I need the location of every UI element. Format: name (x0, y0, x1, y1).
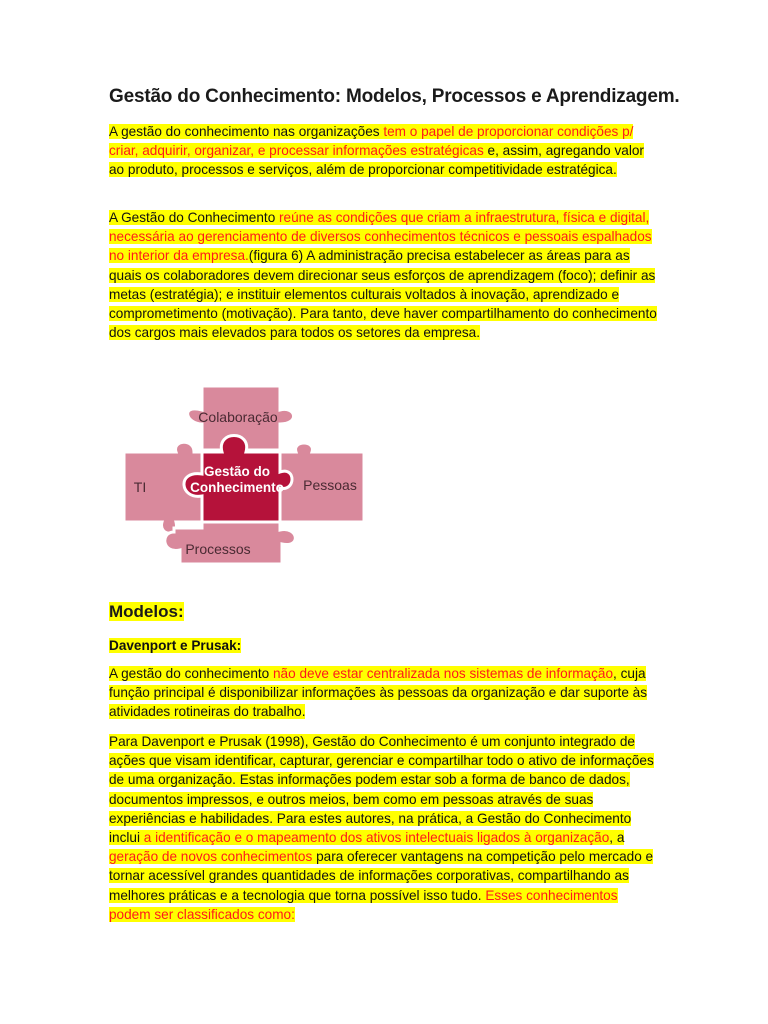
subheading-davenport (109, 636, 661, 655)
label-ti: TI (133, 479, 147, 495)
heading-text: Modelos: (109, 602, 184, 621)
emphasis-span: geração de novos conhecimentos (109, 849, 313, 865)
section-heading-models (109, 602, 184, 622)
subheading-text: Davenport e Prusak: (109, 638, 242, 653)
emphasis-span: não deve estar centralizada nos sistemas de informação (273, 666, 614, 681)
paragraph-davenport-prusak (109, 732, 661, 924)
emphasis-span: tem o papel de proporcionar condições p/ criar, adquirir, organizar, e processar informações estratégicas (109, 124, 634, 159)
text-span: para oferecer vantagens na competição pelo mercado e tornar acessível grandes quantidades de informações corporativas, compartilhando as melhores práticas e a tecnologia que torna possível isso tudo. (109, 849, 654, 903)
paragraph-intro (109, 122, 661, 180)
text-span: (figura 6) A administração precisa estabelecer as áreas para as quais os colaboradores devem direcionar seus esforços de aprendizagem (foco); definir as metas (estratégia); e instituir elementos culturais voltados à inovação, aprendizado e comprometimento (motivação). Para tanto, deve haver compartilhamento do conhecimento dos cargos mais elevados para todos os setores da empresa. (109, 248, 657, 341)
emphasis-span: a identificação e o mapeamento dos ativos intelectuais ligados à organização (143, 830, 610, 846)
puzzle-diagram (120, 380, 370, 570)
emphasis-span: reúne as condições que criam a infraestrutura, física e digital, necessária ao gerenciamento de diversos conhecimentos técnicos e pessoais espalhados no interior da empresa. (109, 210, 652, 264)
paragraph-centralization (109, 664, 661, 722)
text-span: Para Davenport e Prusak (1998), Gestão do Conhecimento é um conjunto integrado de ações que visam identificar, capturar, gerenciar e compartilhar todo o ativo de informações de uma organização. Estas informações podem estar sob a forma de banco de dados, documentos impressos, e outros meios, bem como em pessoas através de suas experiências e habilidades. Para estes autores, na prática, a Gestão do Conhecimento inclui (109, 734, 654, 846)
label-colaboracao: Colaboração (198, 409, 278, 425)
label-center-line2: Conhecimento (190, 480, 284, 495)
text-span: A gestão do conhecimento nas organizações (109, 124, 384, 139)
label-center-line1: Gestão do (203, 464, 271, 479)
label-pessoas: Pessoas (303, 477, 357, 493)
text-span: , cuja função principal é disponibilizar informações às pessoas da organização e dar suporte às atividades rotineiras do trabalho. (109, 666, 648, 720)
text-span: e, assim, agregando valor ao produto, processos e serviços, além de proporcionar competitividade estratégica. (109, 143, 644, 178)
page-title: Gestão do Conhecimento: Modelos, Processos e Aprendizagem. (109, 86, 680, 107)
text-span: A Gestão do Conhecimento (109, 210, 280, 225)
puzzle-figure (120, 380, 370, 570)
text-span: A gestão do conhecimento (109, 666, 273, 681)
paragraph-infrastructure (109, 208, 661, 342)
label-processos: Processos (185, 541, 251, 557)
emphasis-span: Esses conhecimentos podem ser classificados como: (109, 887, 618, 922)
text-span: , a (609, 830, 625, 846)
